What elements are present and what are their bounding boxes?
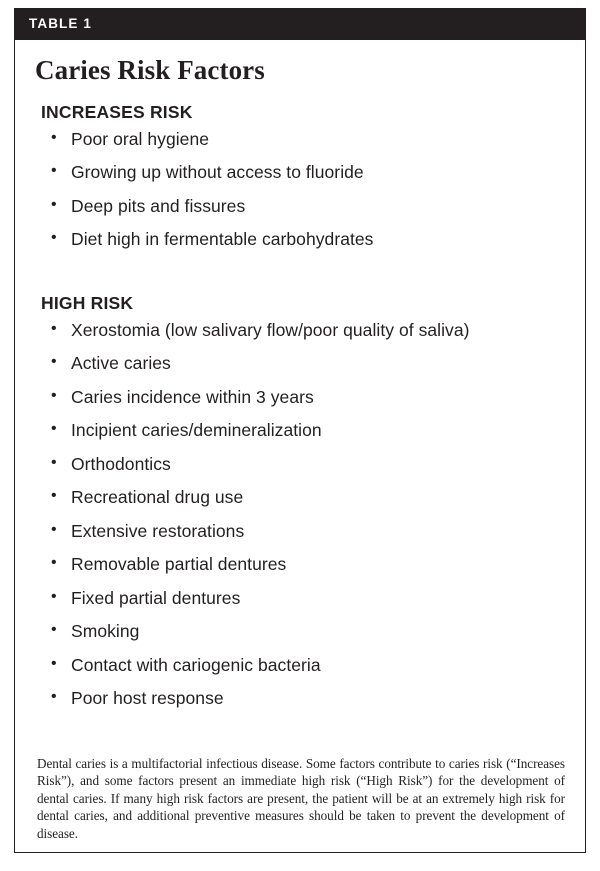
page-title: Caries Risk Factors [35, 54, 265, 85]
table-card [14, 8, 586, 853]
table-header-bar [15, 9, 585, 40]
list-item: • Xerostomia (low salivary flow/poor quality of saliva) [41, 322, 567, 340]
list-item: • Diet high in fermentable carbohydrates [41, 231, 567, 249]
section-heading-increases-risk: INCREASES RISK [41, 101, 193, 122]
list-item: • Recreational drug use [41, 489, 567, 507]
list-item: • Removable partial dentures [41, 556, 567, 574]
list-item: • Caries incidence within 3 years [41, 389, 567, 407]
section-heading-high-risk: HIGH RISK [41, 292, 134, 313]
table-body [15, 40, 585, 852]
list-item: • Fixed partial dentures [41, 590, 567, 608]
section-high-risk [33, 293, 567, 724]
list-item: • Incipient caries/demineralization [41, 422, 567, 440]
list-item: • Deep pits and fissures [41, 198, 567, 216]
list-item: • Smoking [41, 623, 567, 641]
list-item: • Poor oral hygiene [41, 131, 567, 149]
section-increases-risk [33, 102, 567, 265]
list-item: • Contact with cariogenic bacteria [41, 657, 567, 675]
list-item: • Growing up without access to fluoride [41, 164, 567, 182]
body-spacer [33, 730, 567, 743]
list-item: • Active caries [41, 355, 567, 373]
list-item: • Orthodontics [41, 456, 567, 474]
table-number-label: TABLE 1 [29, 16, 92, 31]
list-item: • Extensive restorations [41, 523, 567, 541]
list-high-risk [33, 319, 567, 709]
list-item: • Poor host response [41, 690, 567, 708]
table-footnote: Dental caries is a multifactorial infectious disease. Some factors contribute to caries risk (“Increases Risk”), and some factors present an immediate high risk (“High Risk”) for the development of dental caries. If many high risk factors are present, the patient will be at an extremely high risk for dental caries, and additional preventive measures should be taken to prevent the development of disease. [37, 755, 565, 841]
list-increases-risk [33, 128, 567, 250]
